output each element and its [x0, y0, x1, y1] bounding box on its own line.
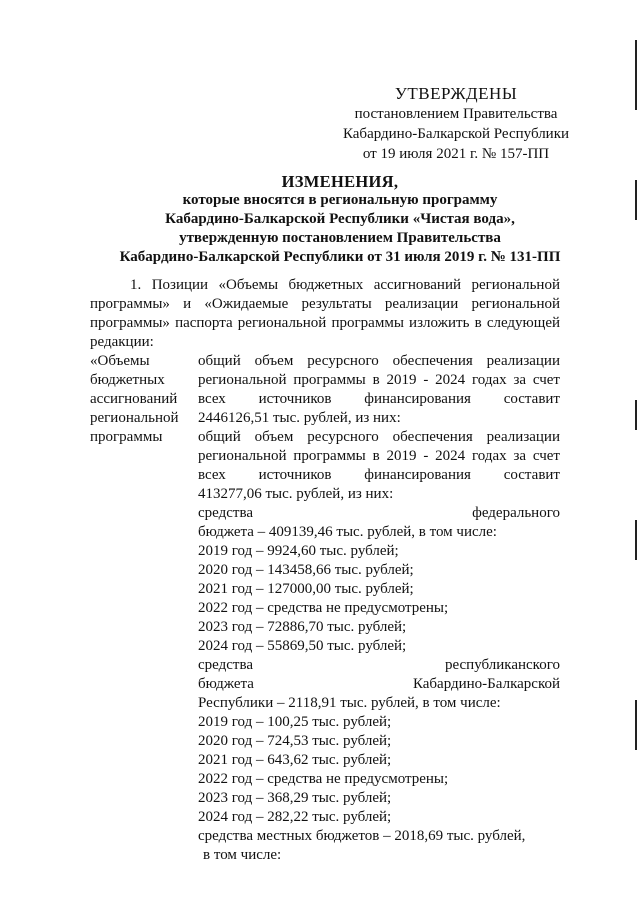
table-left-column — [90, 352, 198, 865]
right-line: всех источников финансирования составит — [198, 467, 560, 483]
right-line: бюджета – 409139,46 тыс. рублей, в том числе: — [198, 524, 497, 540]
right-line: 2019 год – 100,25 тыс. рублей; — [198, 714, 392, 730]
approval-block — [320, 84, 592, 164]
intro-line: программы» и «Ожидаемые результаты реализации региональной — [90, 296, 560, 312]
document-heading — [90, 172, 590, 267]
right-line: 2023 год – 72886,70 тыс. рублей; — [198, 619, 407, 635]
right-line: 2019 год – 9924,60 тыс. рублей; — [198, 543, 399, 559]
scan-edge-mark-3 — [635, 400, 637, 430]
intro-line: редакции: — [90, 334, 154, 350]
right-line: 2021 год – 643,62 тыс. рублей; — [198, 752, 392, 768]
right-line: средства республиканского — [198, 657, 560, 673]
right-line: 2024 год – 282,22 тыс. рублей; — [198, 809, 392, 825]
budget-table — [90, 352, 560, 865]
left-line: региональной — [90, 410, 179, 426]
left-line: «Объемы — [90, 353, 150, 369]
right-line: средства федерального — [198, 505, 560, 521]
right-line: общий объем ресурсного обеспечения реализации — [198, 353, 560, 369]
intro-line: программы» паспорта региональной программы изложить в следующей — [90, 315, 560, 331]
right-line: 2023 год – 368,29 тыс. рублей; — [198, 790, 392, 806]
right-line: 2446126,51 тыс. рублей, из них: — [198, 410, 401, 426]
right-line: 2024 год – 55869,50 тыс. рублей; — [198, 638, 407, 654]
scan-edge-mark-1 — [635, 40, 637, 110]
right-line: 2022 год – средства не предусмотрены; — [198, 600, 449, 616]
right-line: 2020 год – 724,53 тыс. рублей; — [198, 733, 392, 749]
approval-line: Кабардино-Балкарской Республики — [342, 126, 570, 142]
right-line: общий объем ресурсного обеспечения реализации — [198, 429, 560, 445]
approval-title: УТВЕРЖДЕНЫ — [394, 84, 518, 103]
heading-line: Кабардино-Балкарской Республики от 31 июля 2019 г. № 131-ПП — [119, 249, 561, 265]
scan-edge-mark-2 — [635, 180, 637, 220]
left-line: ассигнований — [90, 391, 178, 407]
right-line: региональной программы в 2019 - 2024 годах за счет — [198, 448, 560, 464]
scan-edge-mark-5 — [635, 700, 637, 750]
right-line: региональной программы в 2019 - 2024 годах за счет — [198, 372, 560, 388]
right-line: 2020 год – 143458,66 тыс. рублей; — [198, 562, 414, 578]
approval-line: постановлением Правительства — [354, 106, 558, 122]
right-line: 2022 год – средства не предусмотрены; — [198, 771, 449, 787]
left-line: программы — [90, 429, 163, 445]
left-line: бюджетных — [90, 372, 165, 388]
right-line: всех источников финансирования составит — [198, 391, 560, 407]
right-line: бюджета Кабардино-Балкарской — [198, 676, 560, 692]
scan-edge-mark-4 — [635, 520, 637, 560]
right-line: в том числе: — [203, 847, 282, 863]
heading-title: ИЗМЕНЕНИЯ, — [281, 172, 399, 191]
right-line: средства местных бюджетов – 2018,69 тыс. рублей, — [198, 828, 526, 844]
heading-line: утвержденную постановлением Правительства — [179, 230, 501, 246]
right-line: 413277,06 тыс. рублей, из них: — [198, 486, 394, 502]
approval-line: от 19 июля 2021 г. № 157-ПП — [362, 146, 550, 162]
intro-paragraph — [90, 276, 560, 352]
table-right-column — [198, 352, 560, 865]
heading-line: которые вносятся в региональную программу — [182, 192, 498, 208]
right-line: 2021 год – 127000,00 тыс. рублей; — [198, 581, 414, 597]
right-line: Республики – 2118,91 тыс. рублей, в том числе: — [198, 695, 501, 711]
intro-line: 1. Позиции «Объемы бюджетных ассигнований региональной — [130, 277, 560, 293]
heading-line: Кабардино-Балкарской Республики «Чистая вода», — [165, 211, 515, 227]
